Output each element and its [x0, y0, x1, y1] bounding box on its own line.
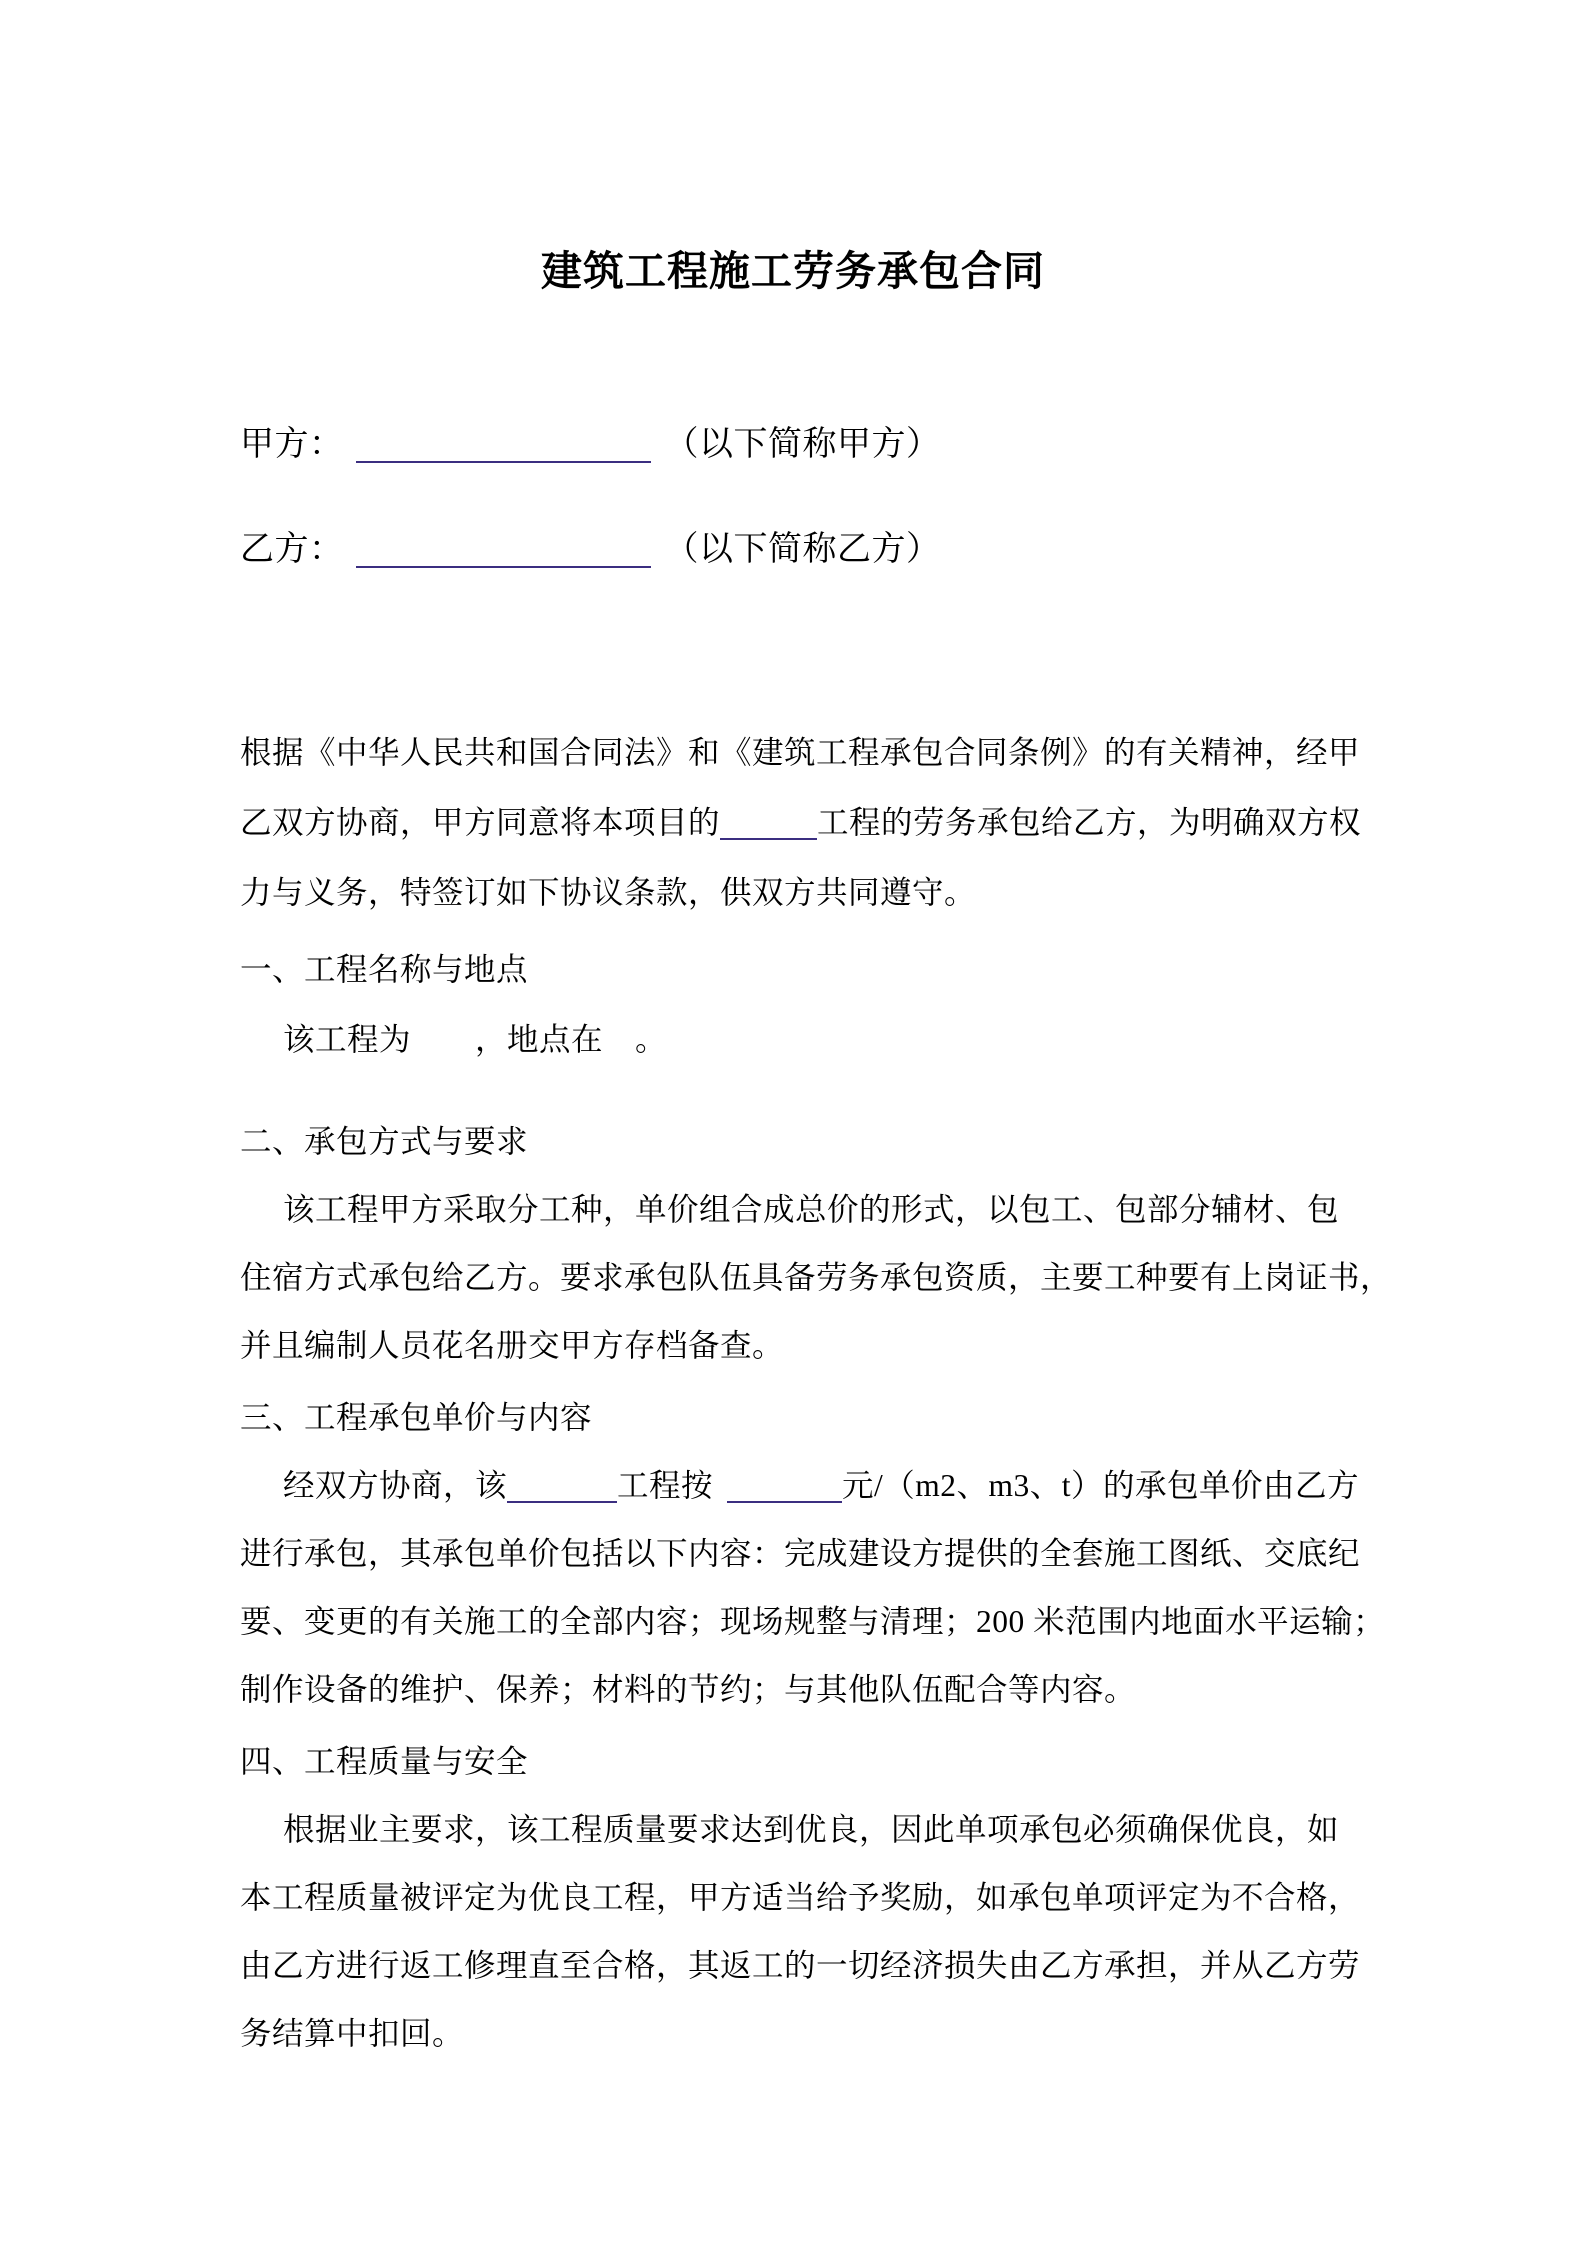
document-title: 建筑工程施工劳务承包合同 — [541, 248, 1045, 294]
section-3-heading: 三、工程承包单价与内容 — [240, 1400, 593, 1435]
section-1-body-line-1: 该工程为 ，地点在 。 — [283, 1022, 668, 1057]
section-3-line-1-text-c: 元/（m2、m3、t）的承包单价由乙方 — [842, 1468, 1360, 1503]
section-3-body-line-3: 要、变更的有关施工的全部内容；现场规整与清理；200 米范围内地面水平运输； — [240, 1604, 1386, 1639]
party-b-line — [240, 529, 1360, 572]
section-3-body-line-4: 制作设备的维护、保养；材料的节约；与其他队伍配合等内容。 — [240, 1672, 1137, 1707]
section-2-body-line-2: 住宿方式承包给乙方。要求承包队伍具备劳务承包资质，主要工种要有上岗证书， — [240, 1260, 1393, 1295]
party-b-label: 乙方： — [240, 531, 344, 568]
section-2-heading: 二、承包方式与要求 — [240, 1124, 529, 1159]
project-name-blank-field — [720, 807, 817, 841]
section-3-body-line-2: 进行承包，其承包单价包括以下内容：完成建设方提供的全套施工图纸、交底纪 — [240, 1536, 1361, 1571]
party-a-blank-field — [356, 427, 651, 463]
intro-paragraph-line-2 — [240, 803, 1360, 842]
section-4-body-line-4: 务结算中扣回。 — [240, 2016, 465, 2051]
party-b-alias: （以下简称乙方） — [664, 531, 941, 568]
section-3-line-1-text-a: 经双方协商，该 — [283, 1468, 508, 1503]
project-type-blank-field — [507, 1470, 617, 1504]
party-a-label: 甲方： — [240, 426, 344, 463]
party-b-blank-field — [356, 532, 651, 568]
section-4-body-line-3: 由乙方进行返工修理直至合格，其返工的一切经济损失由乙方承担，并从乙方劳 — [240, 1948, 1361, 1983]
section-4-body-line-2: 本工程质量被评定为优良工程，甲方适当给予奖励，如承包单项评定为不合格， — [240, 1880, 1361, 1915]
intro-line-2-text-before: 乙双方协商，甲方同意将本项目的 — [240, 805, 721, 840]
intro-line-2-text-after: 工程的劳务承包给乙方，为明确双方权 — [817, 805, 1362, 840]
section-4-body-line-1: 根据业主要求，该工程质量要求达到优良，因此单项承包必须确保优良，如 — [283, 1812, 1340, 1847]
intro-paragraph-line-3: 力与义务，特签订如下协议条款，供双方共同遵守。 — [240, 875, 977, 910]
section-4-heading: 四、工程质量与安全 — [240, 1744, 529, 1779]
section-2-body-line-3: 并且编制人员花名册交甲方存档备查。 — [240, 1328, 785, 1363]
section-2-body-line-1: 该工程甲方采取分工种，单价组合成总价的形式，以包工、包部分辅材、包 — [283, 1192, 1340, 1227]
unit-price-blank-field — [727, 1470, 842, 1504]
section-3-body-line-1 — [240, 1466, 1403, 1505]
section-1-heading: 一、工程名称与地点 — [240, 952, 529, 987]
party-a-line — [240, 424, 1360, 467]
party-a-alias: （以下简称甲方） — [664, 426, 941, 463]
intro-paragraph-line-1: 根据《中华人民共和国合同法》和《建筑工程承包合同条例》的有关精神，经甲 — [240, 735, 1361, 770]
section-3-line-1-text-b: 工程按 — [617, 1468, 714, 1503]
